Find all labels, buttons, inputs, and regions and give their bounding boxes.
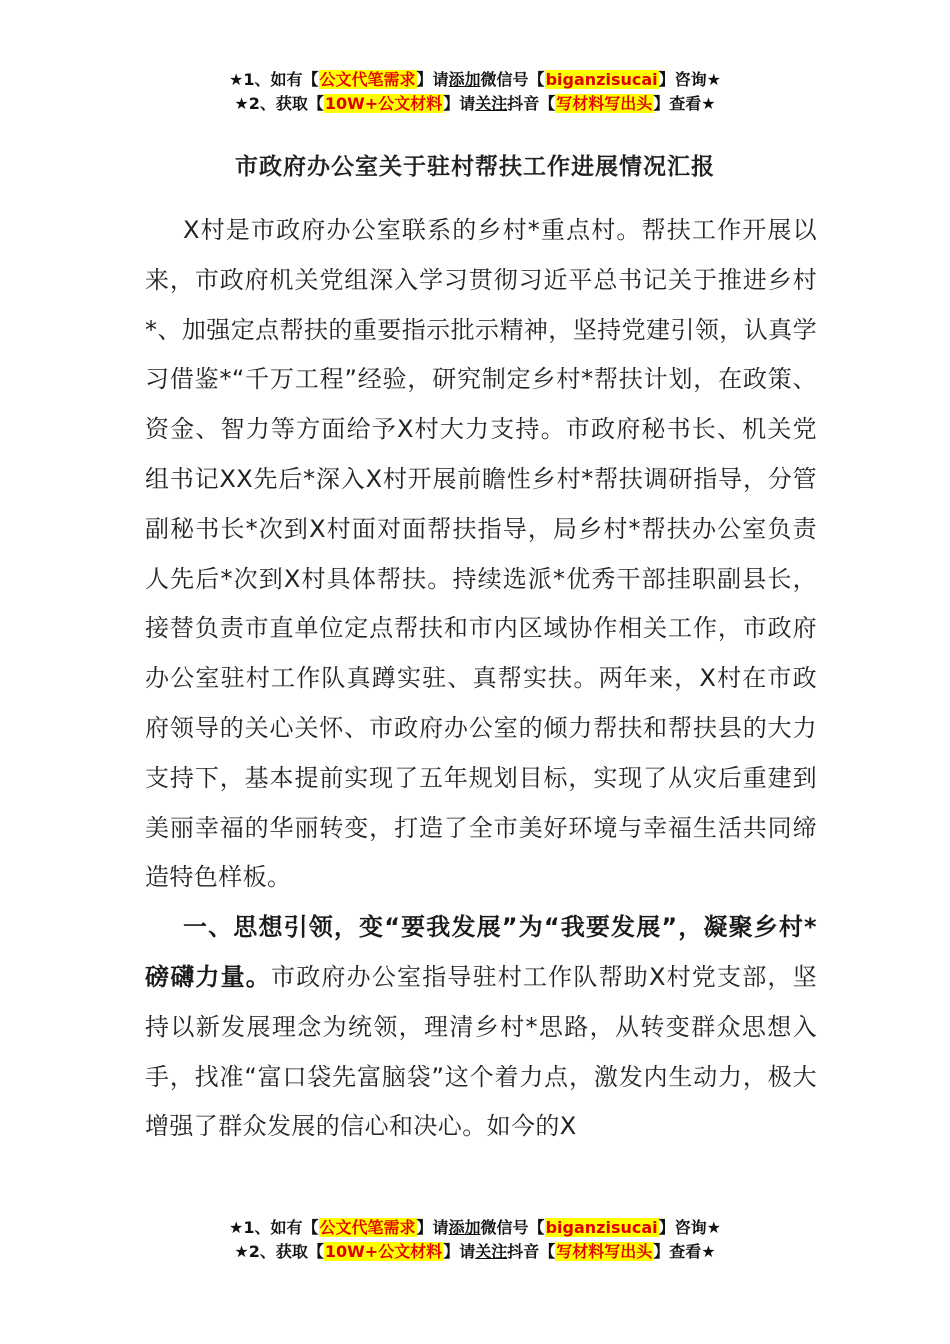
promo-highlight-wechat-id: biganzisucai (545, 1218, 658, 1237)
promo-line-1: ★1、如有【公文代笔需求】请添加微信号【biganzisucai】咨询★ (229, 70, 721, 89)
promo-highlight-douyin: 写材料写出头 (556, 1242, 653, 1261)
paragraph-2-body: 市政府办公室指导驻村工作队帮助X村党支部，坚持以新发展理念为统领，理清乡村*思路，从转变群众思想入手，找准“富口袋先富脑袋”这个着力点，激发内生动力，极大增强了群众发展的信心和决心。如今的X (145, 962, 817, 1141)
promo-highlight-douyin: 写材料写出头 (556, 94, 653, 113)
document-title: 市政府办公室关于驻村帮扶工作进展情况汇报 (235, 154, 715, 180)
promo-highlight-service: 公文代笔需求 (319, 70, 416, 89)
footer-promo-banner (0, 1216, 950, 1264)
promo-highlight-service: 公文代笔需求 (319, 1218, 416, 1237)
promo-line-2: ★2、获取【10W+公文材料】请关注抖音【写材料写出头】查看★ (234, 1242, 716, 1261)
promo-highlight-materials: 10W+公文材料 (324, 1242, 443, 1261)
promo-highlight-wechat-id: biganzisucai (545, 70, 658, 89)
promo-highlight-materials: 10W+公文材料 (324, 94, 443, 113)
promo-line-2: ★2、获取【10W+公文材料】请关注抖音【写材料写出头】查看★ (234, 94, 716, 113)
paragraph-1: X村是市政府办公室联系的乡村*重点村。帮扶工作开展以来，市政府机关党组深入学习贯彻习近平总书记关于推进乡村*、加强定点帮扶的重要指示批示精神，坚持党建引领，认真学习借鉴*“千万工程”经验，研究制定乡村*帮扶计划，在政策、资金、智力等方面给予X村大力支持。市政府秘书长、机关党组书记XX先后*深入X村开展前瞻性乡村*帮扶调研指导，分管副秘书长*次到X村面对面帮扶指导，局乡村*帮扶办公室负责人先后*次到X村具体帮扶。持续选派*优秀干部挂职副县长，接替负责市直单位定点帮扶和市内区域协作相关工作，市政府办公室驻村工作队真蹲实驻、真帮实扶。两年来，X村在市政府领导的关心关怀、市政府办公室的倾力帮扶和帮扶县的大力支持下，基本提前实现了五年规划目标，实现了从灾后重建到美丽幸福的华丽转变，打造了全市美好环境与幸福生活共同缔造特色样板。 (145, 216, 817, 892)
paragraph-2 (145, 903, 817, 1152)
header-promo-banner (0, 68, 950, 116)
document-body (145, 206, 817, 1152)
section-heading-1: 一、思想引领，变“要我发展”为“我要发展”，凝聚乡村*磅礴力量。 (145, 913, 817, 991)
promo-line-1: ★1、如有【公文代笔需求】请添加微信号【biganzisucai】咨询★ (229, 1218, 721, 1237)
